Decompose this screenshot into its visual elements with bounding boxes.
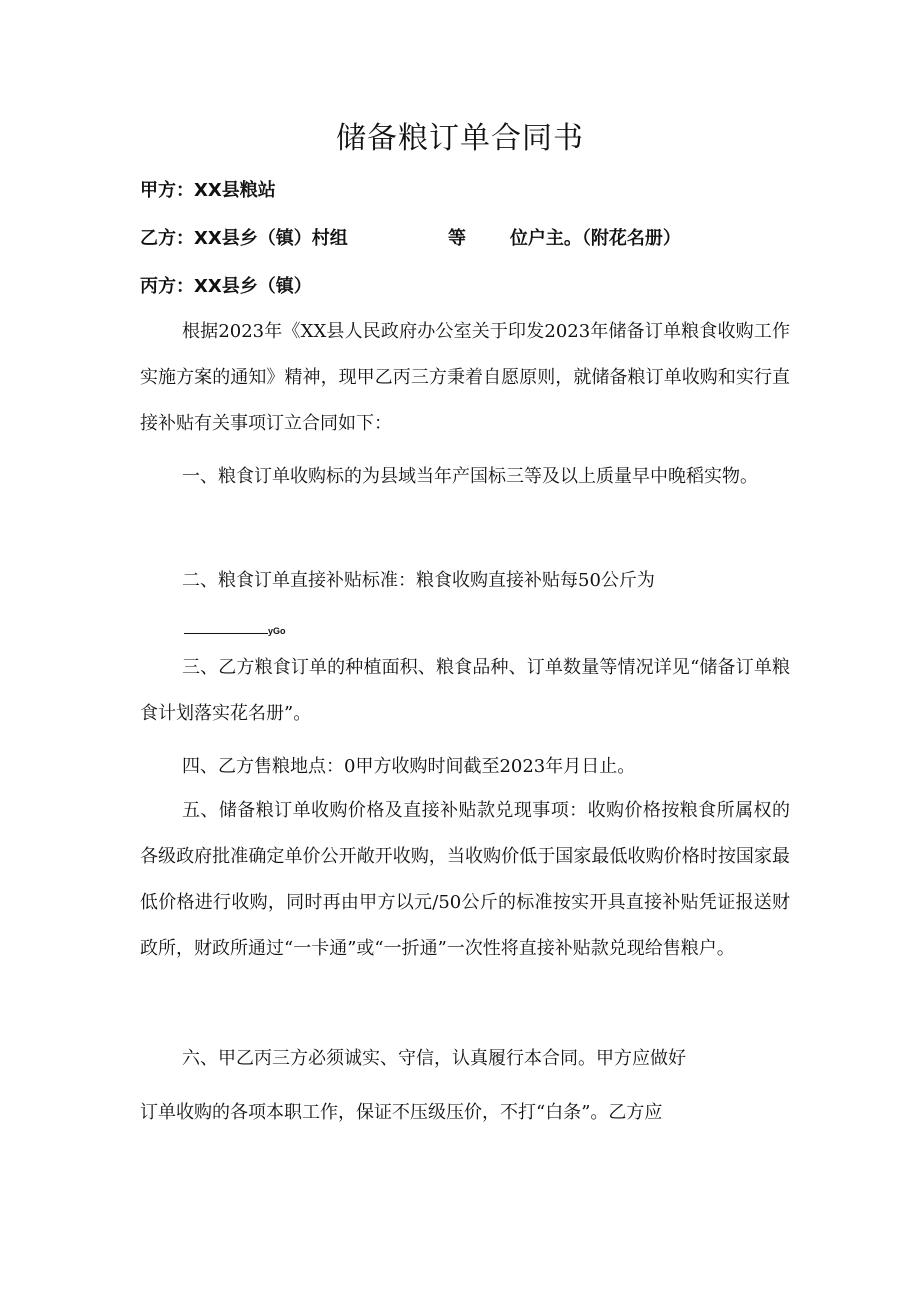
clause-1: 一、粮食订单收购标的为县域当年产国标三等及以上质量早中晚稻实物。 [182, 466, 758, 487]
blank-underline [184, 621, 268, 634]
clause-6-line-1: 六、甲乙丙三方必须诚实、守信，认真履行本合同。甲方应做好 [182, 1048, 686, 1069]
clause-3: 三、乙方粮食订单的种植面积、粮食品种、订单数量等情况详见“储备订单粮食计划落实花名册”。 [140, 657, 790, 724]
clause-4: 四、乙方售粮地点：0甲方收购时间截至2023年月日止。 [182, 756, 636, 777]
party-b: 乙方：XX县乡（镇）村组 等 位户主。（附花名册） [140, 228, 681, 249]
clause-2: 二、粮食订单直接补贴标准：粮食收购直接补贴每50公斤为 [182, 570, 655, 591]
intro-paragraph: 根据2023年《XX县人民政府办公室关于印发2023年储备订单粮食收购工作实施方案的通知》精神，现甲乙丙三方秉着自愿原则，就储备粮订单收购和实行直接补贴有关事项订立合同如下： [140, 321, 790, 434]
clause-6-line-2: 订单收购的各项本职工作，保证不压级压价，不打“白条”。乙方应 [140, 1102, 663, 1123]
party-a: 甲方：XX县粮站 [140, 180, 276, 201]
clause-5: 五、储备粮订单收购价格及直接补贴款兑现事项：收购价格按粮食所属权的各级政府批准确定单价公开敞开收购，当收购价低于国家最低收购价格时按国家最低价格进行收购，同时再由甲方以元/50公斤的标准按实开具直接补贴凭证报送财政所，财政所通过“一卡通”或“一折通”一次性将直接补贴款兑现给售粮户。 [140, 800, 790, 959]
clause-2-blank [184, 618, 286, 639]
document-title: 储备粮订单合同书 [336, 121, 584, 156]
party-c: 丙方：XX县乡（镇） [140, 276, 312, 297]
blank-suffix: yGo [268, 626, 286, 636]
